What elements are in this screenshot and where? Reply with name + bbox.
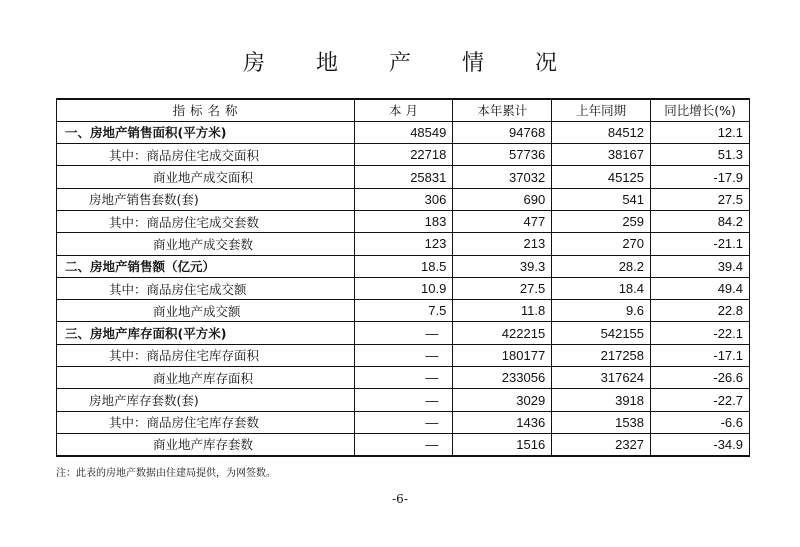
cell-cumulative: 27.5 (453, 277, 552, 299)
table-header-row (57, 99, 750, 121)
table-row (57, 121, 750, 143)
cell-this-month: 25831 (354, 166, 453, 188)
cell-cumulative: 180177 (453, 344, 552, 366)
row-label: 商业地产成交额 (57, 300, 355, 322)
cell-this-month: 10.9 (354, 277, 453, 299)
cell-cumulative: 39.3 (453, 255, 552, 277)
row-label: 其中：商品房住宅成交面积 (57, 144, 355, 166)
cell-this-month: 48549 (354, 121, 453, 143)
row-label: 二、房地产销售额（亿元） (57, 255, 355, 277)
cell-last-year: 217258 (552, 344, 651, 366)
cell-last-year: 38167 (552, 144, 651, 166)
cell-yoy: -26.6 (651, 367, 750, 389)
cell-last-year: 541 (552, 188, 651, 210)
cell-last-year: 259 (552, 210, 651, 232)
row-label: 一、房地产销售面积(平方米) (57, 121, 355, 143)
table-row (57, 389, 750, 411)
cell-yoy: -17.1 (651, 344, 750, 366)
col-header-this-month: 本 月 (354, 99, 453, 121)
row-label: 其中：商品房住宅成交套数 (57, 210, 355, 232)
table-row (57, 300, 750, 322)
cell-this-month: — (354, 322, 453, 344)
col-header-indicator: 指 标 名 称 (57, 99, 355, 121)
cell-this-month: — (354, 411, 453, 433)
table-row (57, 233, 750, 255)
cell-this-month: 183 (354, 210, 453, 232)
row-label: 商业地产成交面积 (57, 166, 355, 188)
cell-this-month: — (354, 433, 453, 455)
cell-cumulative: 1516 (453, 433, 552, 455)
cell-yoy: -6.6 (651, 411, 750, 433)
table-row (57, 344, 750, 366)
cell-cumulative: 1436 (453, 411, 552, 433)
cell-last-year: 3918 (552, 389, 651, 411)
cell-this-month: — (354, 389, 453, 411)
cell-last-year: 18.4 (552, 277, 651, 299)
cell-last-year: 2327 (552, 433, 651, 455)
cell-last-year: 542155 (552, 322, 651, 344)
cell-yoy: 12.1 (651, 121, 750, 143)
row-label: 商业地产成交套数 (57, 233, 355, 255)
table-row (57, 433, 750, 455)
col-header-last-year: 上年同期 (552, 99, 651, 121)
cell-this-month: 7.5 (354, 300, 453, 322)
row-label: 房地产销售套数(套) (57, 188, 355, 210)
table-row (57, 322, 750, 344)
cell-this-month: — (354, 367, 453, 389)
page-number: -6- (392, 492, 408, 506)
cell-cumulative: 233056 (453, 367, 552, 389)
row-label: 其中：商品房住宅库存面积 (57, 344, 355, 366)
cell-cumulative: 422215 (453, 322, 552, 344)
cell-yoy: 51.3 (651, 144, 750, 166)
table-row (57, 255, 750, 277)
cell-yoy: -21.1 (651, 233, 750, 255)
cell-this-month: 123 (354, 233, 453, 255)
cell-cumulative: 213 (453, 233, 552, 255)
cell-yoy: 22.8 (651, 300, 750, 322)
cell-this-month: — (354, 344, 453, 366)
cell-cumulative: 477 (453, 210, 552, 232)
cell-last-year: 317624 (552, 367, 651, 389)
col-header-cumulative: 本年累计 (453, 99, 552, 121)
row-label: 商业地产库存套数 (57, 433, 355, 455)
cell-cumulative: 37032 (453, 166, 552, 188)
table-row (57, 188, 750, 210)
real-estate-table (56, 98, 750, 457)
table-row (57, 144, 750, 166)
cell-last-year: 45125 (552, 166, 651, 188)
table-row (57, 166, 750, 188)
cell-cumulative: 690 (453, 188, 552, 210)
footnote: 注：此表的房地产数据由住建局提供，为网签数。 (56, 468, 276, 479)
row-label: 商业地产库存面积 (57, 367, 355, 389)
cell-yoy: 27.5 (651, 188, 750, 210)
table-row (57, 367, 750, 389)
page-title: 房 地 产 情 况 (243, 51, 579, 76)
cell-yoy: -22.7 (651, 389, 750, 411)
cell-last-year: 270 (552, 233, 651, 255)
row-label: 三、房地产库存面积(平方米) (57, 322, 355, 344)
cell-cumulative: 94768 (453, 121, 552, 143)
cell-yoy: 49.4 (651, 277, 750, 299)
cell-yoy: -22.1 (651, 322, 750, 344)
row-label: 房地产库存套数(套) (57, 389, 355, 411)
cell-last-year: 1538 (552, 411, 651, 433)
table-row (57, 210, 750, 232)
cell-last-year: 28.2 (552, 255, 651, 277)
cell-yoy: -17.9 (651, 166, 750, 188)
row-label: 其中：商品房住宅库存套数 (57, 411, 355, 433)
table-row (57, 277, 750, 299)
cell-cumulative: 57736 (453, 144, 552, 166)
cell-yoy: 39.4 (651, 255, 750, 277)
table-row (57, 411, 750, 433)
cell-yoy: 84.2 (651, 210, 750, 232)
cell-cumulative: 3029 (453, 389, 552, 411)
row-label: 其中：商品房住宅成交额 (57, 277, 355, 299)
cell-yoy: -34.9 (651, 433, 750, 455)
cell-this-month: 306 (354, 188, 453, 210)
cell-this-month: 22718 (354, 144, 453, 166)
col-header-yoy: 同比增长(%) (651, 99, 750, 121)
cell-last-year: 84512 (552, 121, 651, 143)
cell-last-year: 9.6 (552, 300, 651, 322)
cell-this-month: 18.5 (354, 255, 453, 277)
cell-cumulative: 11.8 (453, 300, 552, 322)
